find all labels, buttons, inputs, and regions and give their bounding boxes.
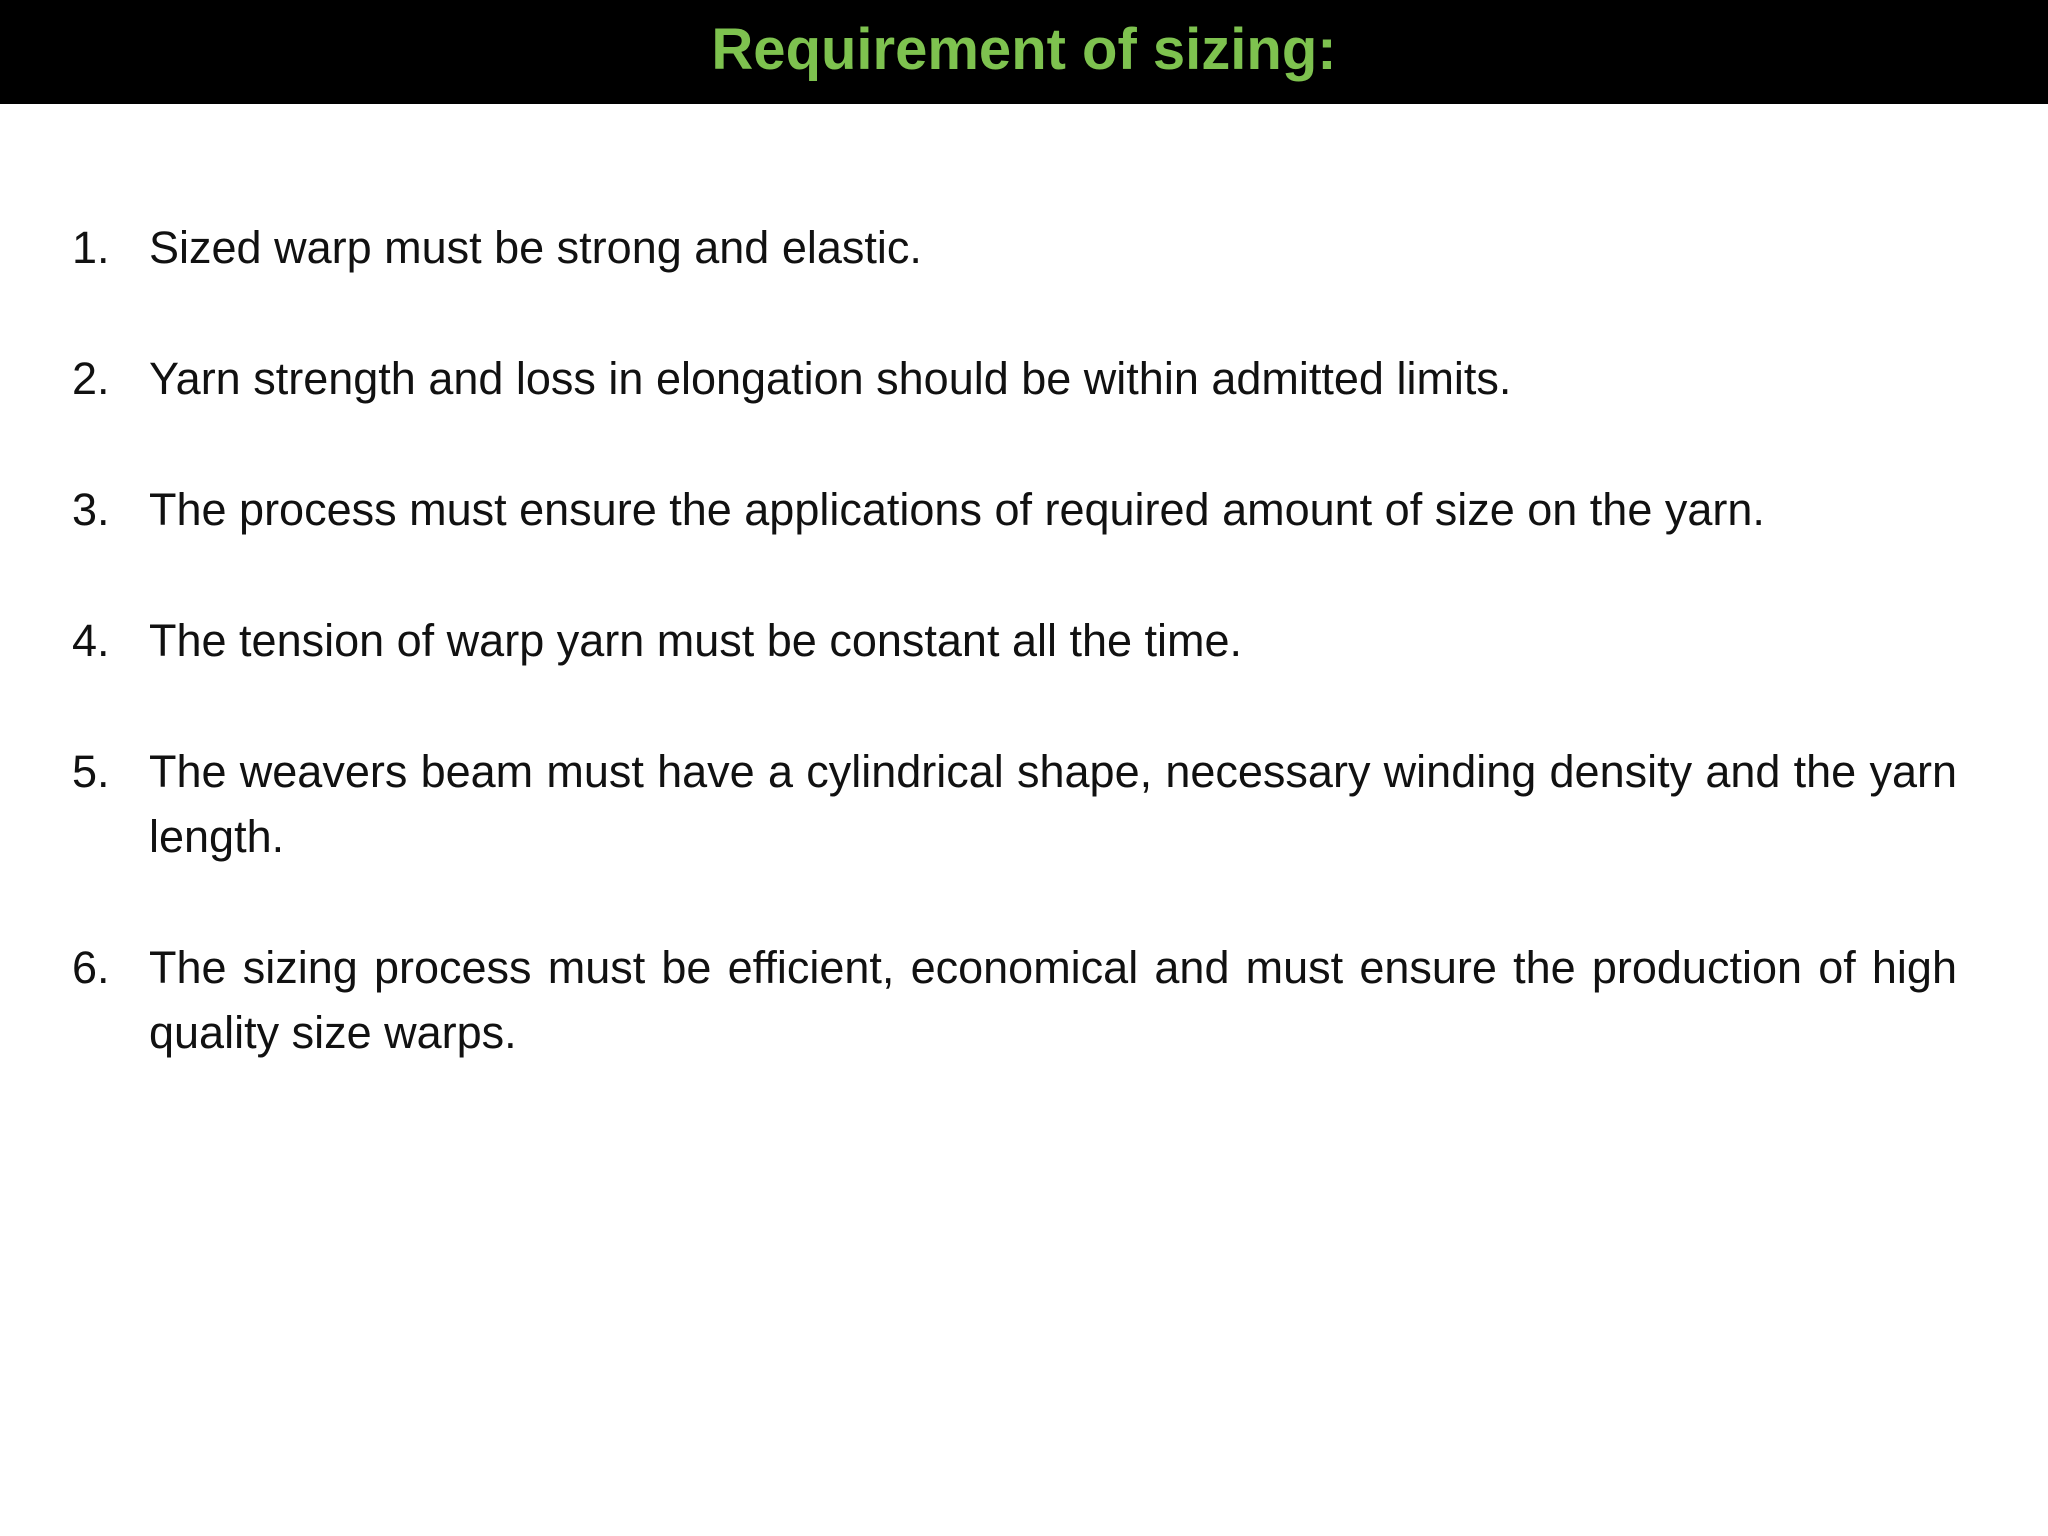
list-item-number: 4. (72, 615, 110, 666)
list-item-text: The weavers beam must have a cylindrical shape, necessary winding density and the yarn length. (149, 746, 1957, 862)
list-item-number: 5. (72, 746, 110, 797)
slide-title: Requirement of sizing: (711, 16, 1337, 82)
list-item-text: Yarn strength and loss in elongation should be within admitted limits. (149, 353, 1512, 404)
list-item-text: Sized warp must be strong and elastic. (149, 222, 922, 273)
list-item-number: 2. (72, 353, 110, 404)
list-item (72, 935, 1957, 1065)
list-item (72, 477, 1957, 542)
title-bar (0, 0, 2048, 104)
list-item (72, 346, 1957, 411)
list-item-text: The tension of warp yarn must be constant all the time. (149, 615, 1243, 666)
list-item-text: The process must ensure the applications of required amount of size on the yarn. (149, 484, 1765, 535)
list-item-number: 3. (72, 484, 110, 535)
list-item (72, 608, 1957, 673)
requirements-list (72, 215, 1957, 1131)
list-item-text: The sizing process must be efficient, economical and must ensure the production of high quality size warps. (149, 942, 1957, 1058)
list-item (72, 739, 1957, 869)
list-item (72, 215, 1957, 280)
list-item-number: 1. (72, 222, 110, 273)
list-item-number: 6. (72, 942, 110, 993)
